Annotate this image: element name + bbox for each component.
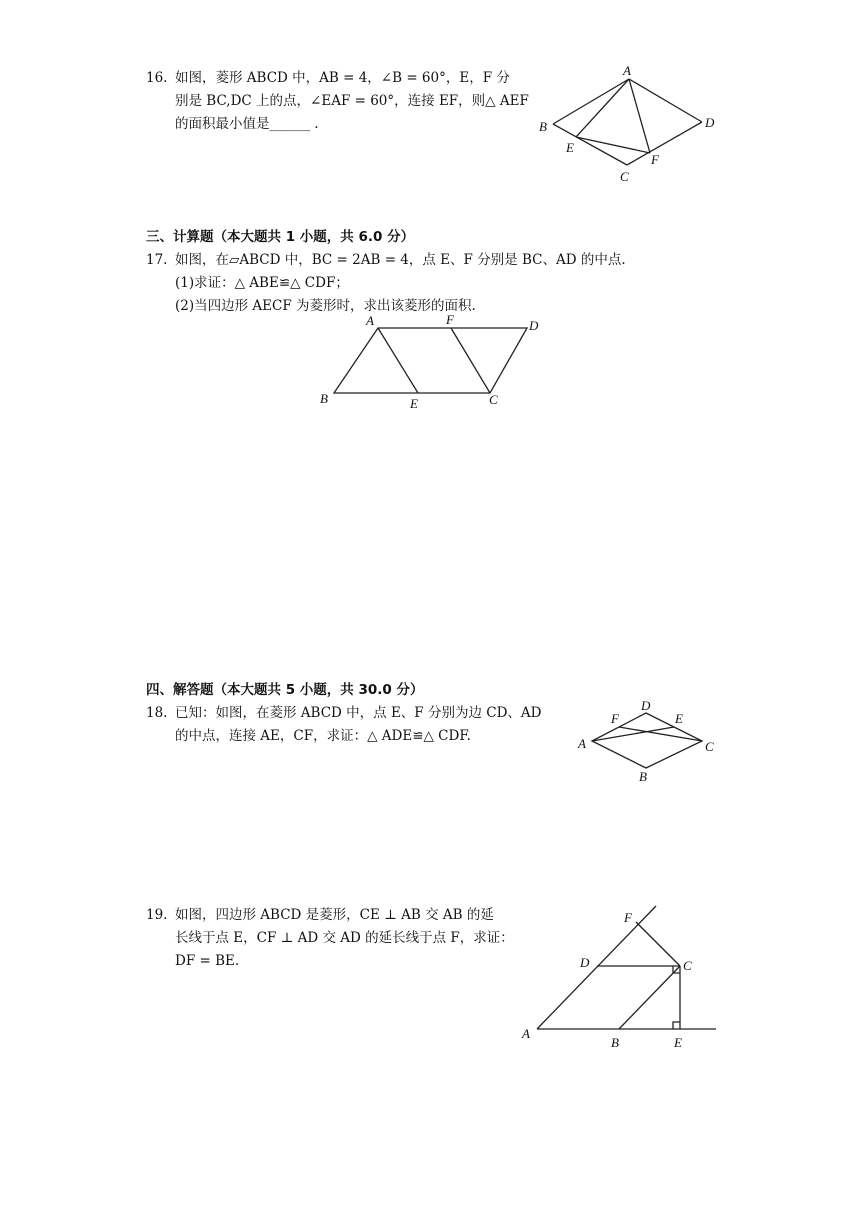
q16-label-D: D: [705, 115, 715, 130]
question-19-line-3: DF = BE.: [175, 953, 240, 969]
question-18-number: 18.: [146, 705, 168, 721]
q16-label-B: B: [539, 119, 547, 134]
section-4-title: 四、解答题（本大题共 5 小题，共 30.0 分）: [146, 682, 424, 698]
question-16-line-3: 的面积最小值是______ .: [175, 116, 319, 132]
q17-label-F: F: [446, 312, 454, 327]
q17-label-D: D: [529, 318, 539, 333]
question-17-number: 17.: [146, 252, 168, 268]
question-16-line-1: 如图，菱形 ABCD 中，AB = 4，∠B = 60°，E，F 分: [175, 70, 510, 86]
q19-label-A: A: [522, 1026, 530, 1041]
q18-label-B: B: [639, 769, 647, 784]
q18-label-A: A: [578, 736, 586, 751]
q18-label-E: E: [675, 711, 683, 726]
q19-label-F: F: [624, 910, 632, 925]
q16-label-E: E: [566, 140, 574, 155]
q17-label-C: C: [489, 392, 498, 407]
q17-label-E: E: [410, 396, 418, 411]
question-16-number: 16.: [146, 70, 168, 86]
q19-label-B: B: [611, 1035, 619, 1050]
section-3-title: 三、计算题（本大题共 1 小题，共 6.0 分）: [146, 229, 415, 245]
q19-label-E: E: [674, 1035, 682, 1050]
q19-label-D: D: [580, 955, 590, 970]
q16-label-F: F: [651, 152, 659, 167]
question-16-line-2: 别是 BC,DC 上的点，∠EAF = 60°，连接 EF，则△ AEF: [175, 93, 529, 109]
q18-label-F: F: [611, 711, 619, 726]
q16-label-A: A: [623, 63, 631, 78]
q18-label-D: D: [641, 698, 651, 713]
question-18-line-1: 已知：如图，在菱形 ABCD 中，点 E、F 分别为边 CD、AD: [175, 705, 542, 721]
q19-label-C: C: [683, 958, 692, 973]
question-19-line-1: 如图，四边形 ABCD 是菱形，CE ⊥ AB 交 AB 的延: [175, 907, 494, 923]
question-17-line-2: (1)求证：△ ABE≌△ CDF；: [175, 275, 349, 291]
q18-label-C: C: [705, 739, 714, 754]
question-17-line-3: (2)当四边形 AECF 为菱形时，求出该菱形的面积.: [175, 298, 476, 314]
question-17-line-1: 如图，在▱ABCD 中，BC = 2AB = 4，点 E、F 分别是 BC、AD 的中点.: [175, 252, 626, 268]
q17-label-A: A: [366, 313, 374, 328]
question-19-line-2: 长线于点 E，CF ⊥ AD 交 AD 的延长线于点 F，求证：: [175, 930, 514, 946]
q17-label-B: B: [320, 391, 328, 406]
question-18-line-2: 的中点，连接 AE，CF，求证：△ ADE≌△ CDF.: [175, 728, 471, 744]
question-19-number: 19.: [146, 907, 168, 923]
q16-label-C: C: [620, 169, 629, 184]
